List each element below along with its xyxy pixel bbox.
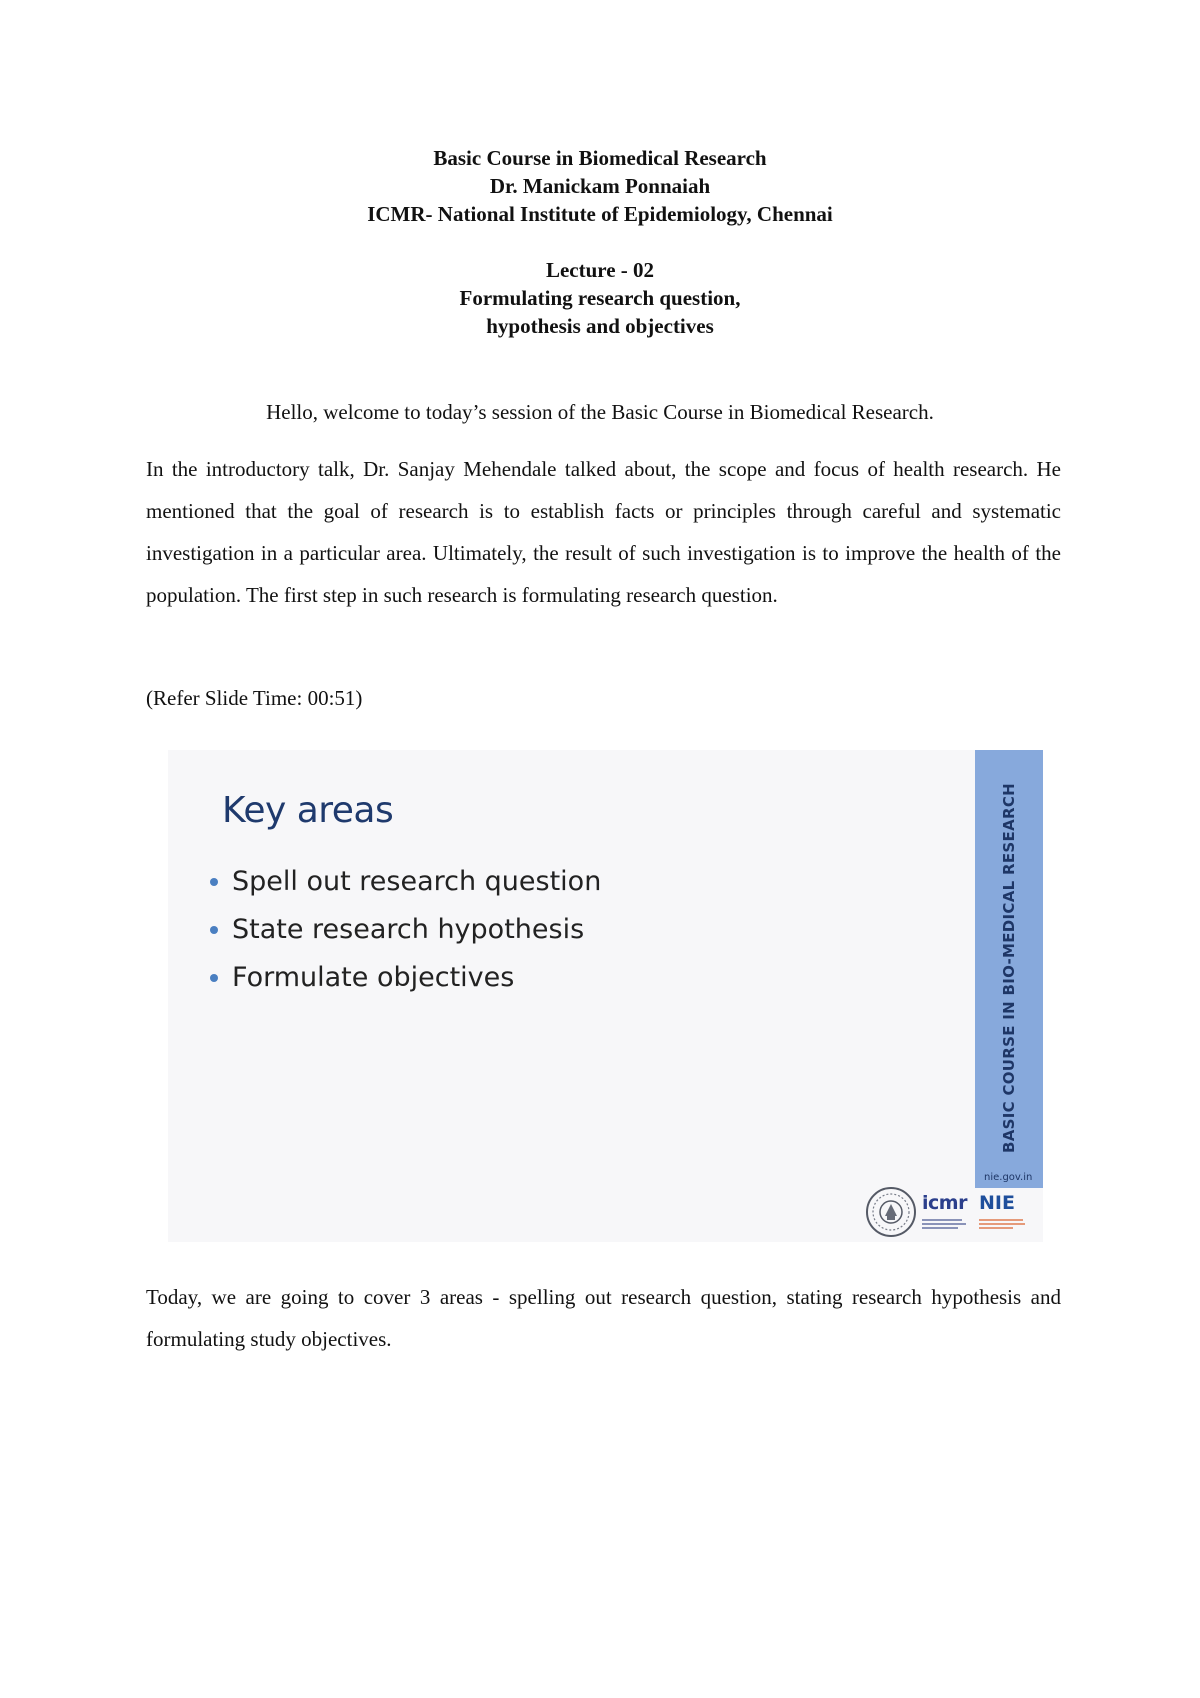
slide-title: Key areas [222,790,394,831]
document-header [146,144,1054,340]
closing-paragraph: Today, we are going to cover 3 areas - spelling out research question, stating research hypothesis and formulating study objectives. [146,1285,1061,1351]
slide-image [168,750,1043,1242]
author-name: Dr. Manickam Ponnaiah [489,174,711,198]
header-spacer [146,228,1054,256]
nie-logo: NIE [979,1192,1015,1214]
slide-bullet [210,906,601,954]
slide-bullet [210,954,601,1002]
bullet-dot-icon [210,878,218,886]
slide-side-banner [975,750,1043,1188]
slide-url: nie.gov.in [984,1172,1033,1183]
slide-bullet-text: Spell out research question [232,866,602,897]
icmr-logo-subtext-icon [922,1218,968,1232]
lecture-title-line1: Formulating research question, [459,286,741,310]
institute-name: ICMR- National Institute of Epidemiology, Chennai [367,202,833,226]
emblem-seal-icon [865,1186,917,1238]
icmr-logo: icmr [922,1192,967,1214]
course-title: Basic Course in Biomedical Research [433,146,767,170]
lecture-title-line2: hypothesis and objectives [486,314,714,338]
refer-slide-time: (Refer Slide Time: 00:51) [146,686,363,710]
nie-logo-subtext-icon [979,1218,1027,1232]
slide-bullet-text: State research hypothesis [232,914,585,945]
slide-bullet [210,858,601,906]
greeting-paragraph: Hello, welcome to today’s session of the Basic Course in Biomedical Research. [266,400,934,424]
bullet-dot-icon [210,926,218,934]
slide-bullet-text: Formulate objectives [232,962,515,993]
intro-paragraph: In the introductory talk, Dr. Sanjay Mehendale talked about, the scope and focus of health research. He mentioned that the goal of research is to establish facts or principles through careful and systematic investigation in a particular area. Ultimately, the result of such investigation is to improve the health of the population. The first step in such research is formulating research question. [146,457,1061,607]
bullet-dot-icon [210,974,218,982]
lecture-number: Lecture - 02 [545,258,655,282]
side-banner-text: BASIC COURSE IN BIO-MEDICAL RESEARCH [1000,782,1018,1154]
slide-bullet-list [210,858,601,1002]
